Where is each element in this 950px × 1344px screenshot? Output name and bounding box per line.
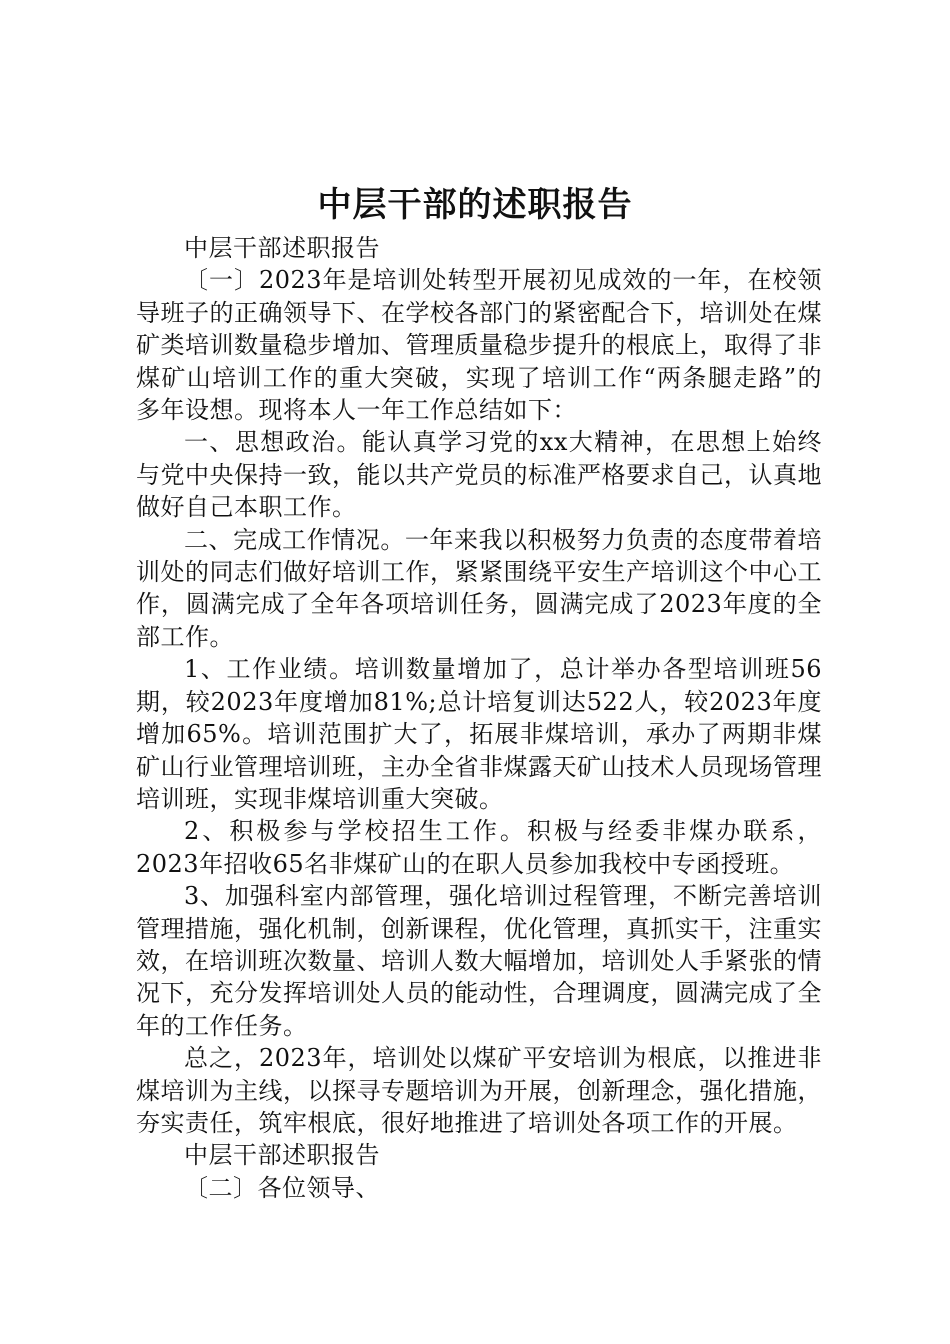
paragraph-subtitle-2: 中层干部述职报告 <box>184 1141 380 1170</box>
paragraph-greeting: 〔二〕各位领导、 <box>184 1173 380 1202</box>
paragraph-politics: 一、思想政治。能认真学习党的xx大精神，在思想上始终与党中央保持一致，能以共产党员的标准严格要求自己，认真地做好自己本职工作。 <box>136 428 822 522</box>
paragraph-intro: 〔一〕2023年是培训处转型开展初见成效的一年，在校领导班子的正确领导下、在学校各部门的紧密配合下，培训处在煤矿类培训数量稳步增加、管理质量稳步提升的根底上，取得了非煤矿山培训工作的重大突破，实现了培训工作“两条腿走路”的多年设想。现将本人一年工作总结如下： <box>136 266 822 425</box>
document-body <box>136 232 822 1204</box>
document-title: 中层干部的述职报告 <box>317 185 633 225</box>
paragraph-subtitle: 中层干部述职报告 <box>184 234 380 262</box>
paragraph-management: 3、加强科室内部管理，强化培训过程管理，不断完善培训管理措施，强化机制，创新课程，优化管理，真抓实干，注重实效，在培训班次数量、培训人数大幅增加，培训处人手紧张的情况下，充分发挥培训处人员的能动性，合理调度，圆满完成了全年的工作任务。 <box>136 882 822 1040</box>
paragraph-performance: 1、工作业绩。培训数量增加了，总计举办各型培训班56期，较2023年度增加81%;总计培复训达522人，较2023年度增加65%。培训范围扩大了，拓展非煤培训，承办了两期非煤矿山行业管理培训班，主办全省非煤露天矿山技术人员现场管理培训班，实现非煤培训重大突破。 <box>136 655 822 813</box>
paragraph-enrollment: 2、积极参与学校招生工作。积极与经委非煤办联系，2023年招收65名非煤矿山的在职人员参加我校中专函授班。 <box>136 817 822 878</box>
paragraph-work-status: 二、完成工作情况。一年来我以积极努力负责的态度带着培训处的同志们做好培训工作，紧紧围绕平安生产培训这个中心工作，圆满完成了全年各项培训任务，圆满完成了2023年度的全部工作。 <box>136 525 822 651</box>
paragraph-summary: 总之，2023年，培训处以煤矿平安培训为根底，以推进非煤培训为主线，以探寻专题培训为开展，创新理念，强化措施，夯实责任，筑牢根底，很好地推进了培训处各项工作的开展。 <box>136 1044 822 1137</box>
